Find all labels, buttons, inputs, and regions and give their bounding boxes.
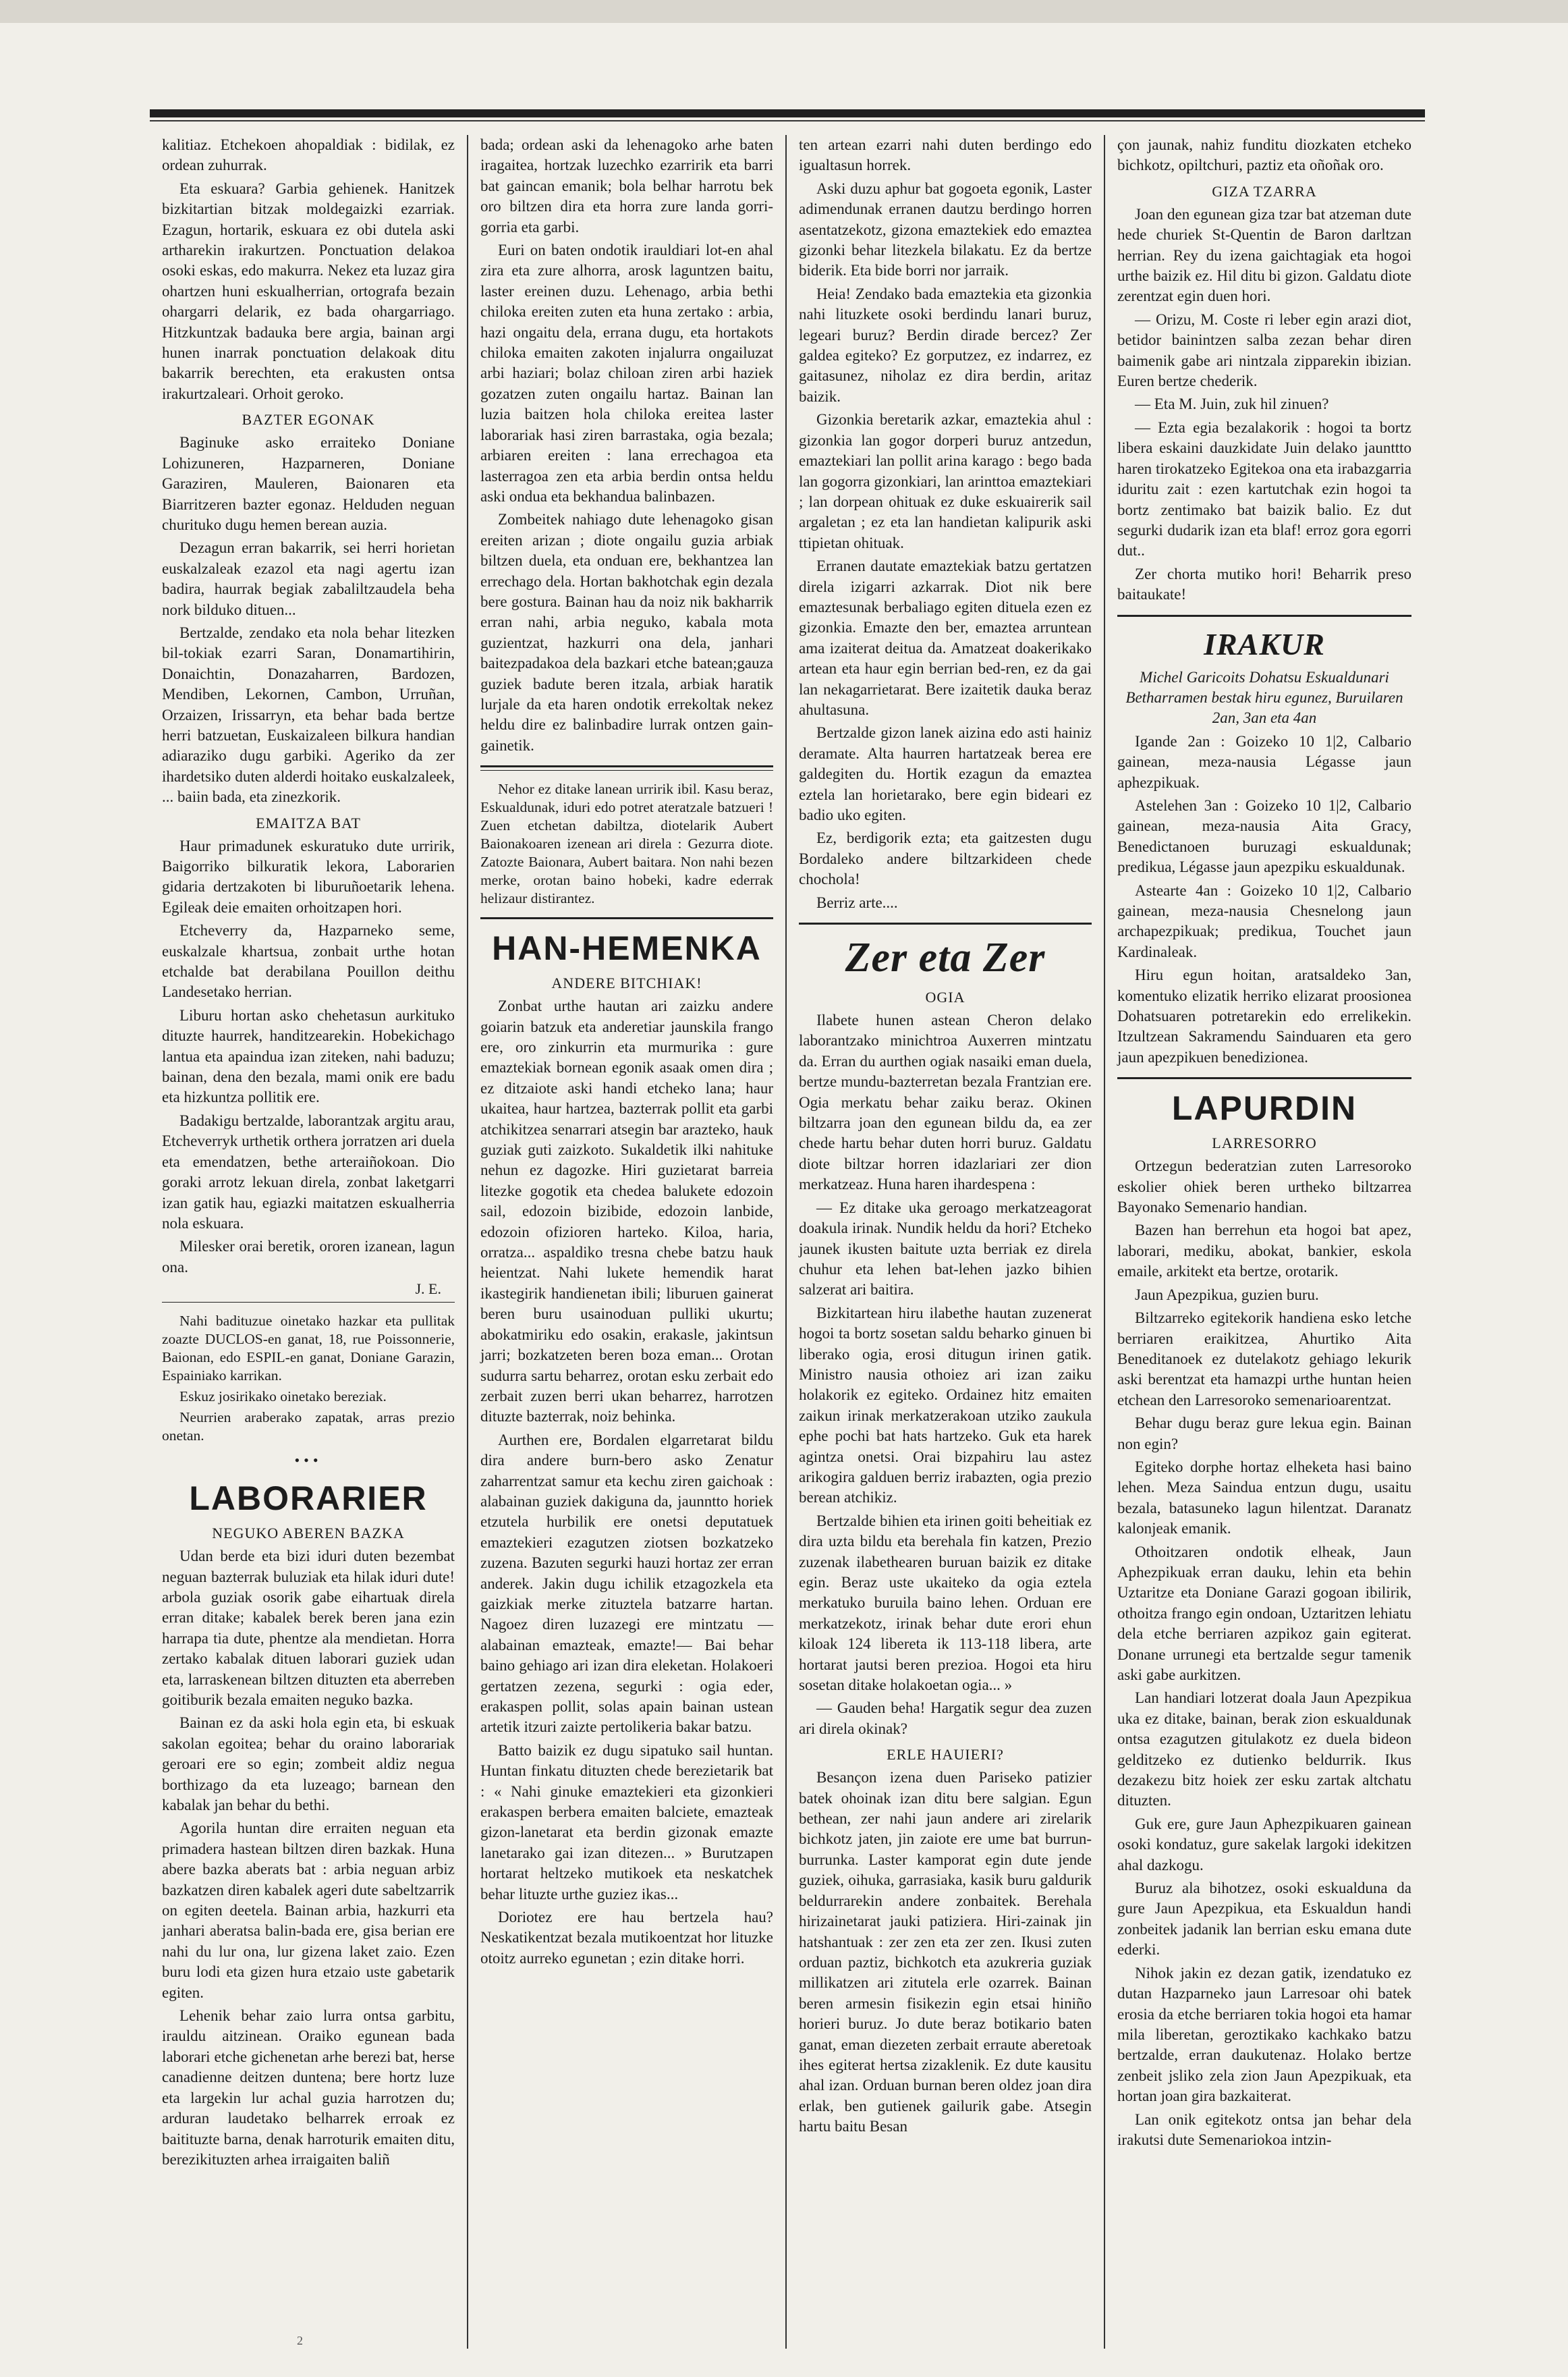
column-2: [468, 135, 787, 2349]
paragraph: Bertzalde gizon lanek aizina edo asti hainiz deramate. Alta haurren hartatzeak berea ere galdegiten du. Hortik ezagun da emaztea eztela lan horietarako, bere egin bideari ez badio uko egiten.: [799, 724, 1092, 823]
section-heading: GIZA TZARRA: [1212, 182, 1317, 200]
paragraph: Ez, berdigorik ezta; eta gaitzesten dugu Bordaleko andere biltzarkideen chede chochola!: [799, 829, 1092, 888]
paragraph: Lan handiari lotzerat doala Jaun Apezpikua uka ez ditake, bainan, berak zion eskualdunak ontsa ezagutzen gitulakotz ez duela bideon gelditzeko ez dutienko beldurrik. Ikus dezakezu bitz hoiek zer esku zartak altchatu dituzten.: [1117, 1689, 1411, 1809]
paragraph: Zonbat urthe hautan ari zaizku andere goiarin batzuk eta anderetiar jaunskila frango ere, oro zinkurrin eta murmurika : gure emaztekiak bornean egonik asaak omen dira ; ez ditzaiote aski handi etcheko lana; haur ukaitea, haur hartzea, bazterrak pollit eta garbi atchikitzea senarrari atsegin bar arazteko, hauk guziak guti zaizkoto. Sukaldetik ilki nahituke nehun ez dagozke. Hiri guzietarat barreia litezke gogotik eta chedea balukete edozoin sail, edozoin bizibide, edozoin lanbide, edozoin ofizioren harteko. Kiloa, haria, orratza... aspaldiko tresna chebe batzu hauk heientzat. Nahi lukete hemendik harat ikastegirik handienetan ibili; liburuen gainerat beren buru usainoduan pulliki ukurtu; abokatmiriku edo osakin, erakasle, jakintsun jarri; bozkatzeten beren boza eman... Orotan sudurra sartu beharrez, orotan esku zerbait edo zerbait zuzen berri ukan beharrez, harrotzen dituzte bazterrak, noiz behinka.: [480, 998, 773, 1425]
paragraph: Udan berde eta bizi iduri duten bezembat neguan bazterrak buluziak eta hilak iduri dute! arbola guziak osorik gabe eihartuak direla erran ditake; kabalek berek beren jana ezin harrapa tia dute, phentze ala mendietan. Horra zertako kabalak dituen laborari guziek udan eta, larraskenean biltzen dituzten eta aberreben goitiburik bezala emaiten neguko bazka.: [162, 1548, 455, 1708]
paragraph: Zer chorta mutiko hori! Beharrik preso baitaukate!: [1117, 565, 1411, 603]
paragraph: — Eta M. Juin, zuk hil zinuen?: [1135, 395, 1329, 413]
paragraph: Aurthen ere, Bordalen elgarretarat bildu dira andere burn-bero asko Zenatur zaharrentzat samur eta kechu ziren gaichoak : alabainan guziek dakiguna da, jaunntto horiek etzutela hurbilik ere onetsi deputatuek emaztekieri ezagutzen ziotsen bozkatzeko zuzena. Bazuten segurki hauzi hortaz zer erran anderek. Jakin dugu ichilik etzagozkela eta gaizkiak merke zituztela batzarre hartan. Nagoez diren luzazegi ere mintzatu — alabainan emazteak, emazte!— Bai behar baino gehiago ari izan dira eleketan. Holakoeri gertatzen zezena, segurki : ogia eder, erakaspen pollit, solas apain bainan ustean artetik itzuri zaizte pertolikeria bakar batzu.: [480, 1431, 773, 1736]
page-number: 2: [297, 2334, 303, 2347]
paragraph: Bertzalde, zendako eta nola behar litezken bil-tokiak ezarri Saran, Donamartihirin, Donaichtin, Donazaharren, Bardozen, Mendiben, Lekornen, Cambon, Urruñan, Orzaizen, Irissarryn, eta behar bada bertze herri batzuetan, Euskaizaleen bilkura handian adiaraziko dugu garbiki. Ageriko da zer ihardetsiko duten alderdi hoitako euskalzaleek, ... baiin bada, eta zinezkorik.: [162, 624, 455, 806]
paragraph: ten artean ezarri nahi duten berdingo edo igualtasun horrek.: [799, 136, 1092, 174]
divider: [480, 770, 773, 771]
paragraph: — Ez ditake uka geroago merkatzeagorat doakula irinak. Nundik heldu da hori? Etcheko jaunek ikusten baitute uzta berriak ez direla chuhur eta lehen bat-lehen jazko bihien salzerat ari baitira.: [799, 1199, 1092, 1299]
section-heading: BAZTER EGONAK: [242, 411, 375, 429]
section-heading: EMAITZA BAT: [256, 814, 361, 831]
page-top-edge: [0, 0, 1568, 23]
column-1: [150, 135, 468, 2349]
section-title: Zer eta Zer: [845, 935, 1046, 981]
paragraph: Eta eskuara? Garbia gehienek. Hanitzek bizkitartian bitzak moldegaizki ezarriak. Ezagun, hortarik, eskuara ez obi dutela aski artharekin irakurtzen. Ponctuation delakoa osoki eskas, edo makurra. Nekez eta luzaz gira ohartzen huni eskualherrian, ortografa bezain ohargarri delarik, ez bada ohargarriago. Hitzkuntzak badauka bere argia, bainan argi hunen inarrak ponctuation delakoak ditu bakarrik berechten, eta erakusten ontsa irakurtzaleari. Orhoit geroko.: [162, 180, 455, 402]
paragraph: Guk ere, gure Jaun Aphezpikuaren gainean osoki kondatuz, gure sakelak largoki idekitzen ahal dazkogu.: [1117, 1815, 1411, 1874]
paragraph: Othoitzaren ondotik elheak, Jaun Aphezpikuak erran dauku, lehin eta behin Uztaritze eta Doniane Garazi gogoan ibilirik, othoitza frango egin ondoan, Uztaritzen lehiatu dela etche berriaren azpikoz gain egiterat. Donane urrunegi eta bertzalde segur tamenik aski gabe aurkitzen.: [1117, 1543, 1411, 1683]
paragraph: Biltzarreko egitekorik handiena esko letche berriaren eraikitzea, Ahurtiko Aita Beneditanoek ez dutelakotz gehiago lekurik aski berentzat eta hamazpi urthe huntan heien etchean den Larresoroko semenarioarentzat.: [1117, 1309, 1411, 1409]
paragraph: Nihok jakin ez dezan gatik, izendatuko ez dutan Hazparneko jaun Larresoar ohi batek erosia da etche berriaren tokia hogoi eta hamar mila liberetan, geroztikako kachkako batzu bertzalde, erran daukutenaz. Holako bertze zenbeit jsliko zela zion Jaun Apezpikuak, eta hortan joan gira bazkaiterat.: [1117, 1964, 1411, 2105]
paragraph: — Gauden beha! Hargatik segur dea zuzen ari direla okinak?: [799, 1699, 1092, 1737]
divider: [480, 917, 773, 919]
paragraph: Aski duzu aphur bat gogoeta egonik, Laster adimendunak erranen dautzu berdingo horren asentatzekotz, gizona emaztekiek edo emaztea gizonki behar litezkela bilakatu. Ez da bertze biderik. Eta bide borri nor jarraik.: [799, 180, 1092, 279]
paragraph: Badakigu bertzalde, laborantzak argitu arau, Etcheverryk urthetik orthera jorratzen ari duela eta emendatzen, bethe arteraiñokoan. Dio goraki arrotz lekuan direla, zonbat laketgarri izan gatik hau, egiazki maitatzen eskualherria nola eskuara.: [162, 1112, 455, 1232]
paragraph: — Orizu, M. Coste ri leber egin arazi diot, betidor bainintzen salba zezan behar diren baimenik gabe ari nintzala zipparekin ibizian. Euren bertze chederik.: [1117, 310, 1411, 390]
paragraph: Bertzalde bihien eta irinen goiti beheitiak ez dira uzta bildu eta berehala fin katzen, Prezio zuzenak ilabethearen buruan baizik ez ditake egin. Beraz uste ukaiteko da ogia eztela merkatuko buruila baino lehen. Orduan ere merkatzekotz, irinak behar dute erori ehun kiloak 124 libereta ik 113-118 libera, arte hortarat jautsi beren prezioa. Hogoi eta hiru sosetan ditake holakoetan ogia... »: [799, 1512, 1092, 1694]
column-3: [787, 135, 1105, 2349]
paragraph: Bazen han berrehun eta hogoi bat apez, laborari, mediku, abokat, bankier, eskola emaile, arkitekt eta bertze, orotarik.: [1117, 1222, 1411, 1280]
paragraph: Erranen dautate emaztekiak batzu gertatzen direla izigarri azkarrak. Diot nik bere emaztesunak berbaliago egiten dituela ezen ez gizonkia. Emazte den ber, emaztea arruntean ama izaiterat deitua da. Amatzeat doakerikako artean eta haur egin berrian bed-ren, ez da gai lan nekagarrietarat. Bere izaitetik dauka beraz ahultasuna.: [799, 557, 1092, 718]
advertisement: Neurrien araberako zapatak, arras prezio onetan.: [162, 1409, 455, 1444]
paragraph: Heia! Zendako bada emaztekia eta gizonkia nahi lituzkete osoki berdindu lanari buruz, legeari buruz? Berdin dirade bercez? Zer galdea egiteko? Ez gorputzez, ez indarrez, ez gaitasunez, niholaz ez dira berdin, aritaz baizik.: [799, 285, 1092, 405]
signature: J. E.: [415, 1280, 441, 1298]
paragraph: Zombeitek nahiago dute lehenagoko gisan ereiten arizan ; diote ongailu guzia arbiak biltzen duela, eta onduan ere, bekhantzea lan errechago dela. Hortan bakhotchak egin dezala bere gostura. Bainan hau da noiz nik bakharrik erran nahi, arbia neguko, kabala mota guzientzat, hazkurri ona dela, janhari baitezpadakoa dela bazkari etche batean;gauza guziek badute beren itzala, arbiak haratik lurjale da eta haren ondotik errekoltak nekez heldu dire ez balinbadire lurrak ontzen gain-gainetik.: [480, 511, 773, 754]
divider: [1117, 1077, 1411, 1079]
advertisement: Eskuz josirikako oinetako bereziak.: [179, 1388, 387, 1405]
paragraph: Astearte 4an : Goizeko 10 1|2, Calbario gainean, meza-nausia Chesnelong jaun archapezpikuak; predikua, Touchet jaun Kardinaleak.: [1117, 881, 1411, 960]
section-title: LAPURDIN: [1171, 1089, 1357, 1128]
section-title: HAN-HEMENKA: [492, 929, 762, 968]
section-heading: NEGUKO ABEREN BAZKA: [212, 1525, 405, 1542]
paragraph: — Ezta egia bezalakorik : hogoi ta bortz libera eskaini dauzkidate Juin delako jaunttto haren tirokatzeko Egitekoa ona eta irabazgarria iduritu zait : ezen kartutchak ezin hogoi ta bortz zentimako bat baizik balio. Ez dut segurki dudarik izan eta blaf! erroz gora egorri dut..: [1117, 418, 1411, 559]
column-4: [1105, 135, 1424, 2349]
paragraph: Buruz ala bihotzez, osoki eskualduna da gure Jaun Apezpikua, eta Eskualdun handi zonbeitek jadanik lan berrian esku emana dute ederki.: [1117, 1880, 1411, 1959]
paragraph: Igande 2an : Goizeko 10 1|2, Calbario gainean, meza-nausia Légasse jaun aphezpikuak.: [1117, 732, 1411, 791]
section-heading: LARRESORRO: [1212, 1135, 1317, 1152]
section-heading: ERLE HAUIERI?: [887, 1746, 1004, 1764]
paragraph: Haur primadunek eskuratuko dute urririk, Baigorriko bilkuratik lekora, Laborarien gidaria dertzakoten bi liburuñoetarik lehena. Egileak deie emaiten orhoitzapen hori.: [162, 837, 455, 916]
paragraph: Euri on baten ondotik irauldiari lot-en ahal zira eta zure alhorra, arosk laguntzen baitu, laster ereinen duzu. Lehenago, arbia bethi chiloka ereiten zuten eta huna zertako : arbia, hazi ongaitu dela, errana dugu, eta hortakots chiloka emaiten zakoten injalurra ongailuzat arbi haziari; bolaz chiloan ziren arbi haziek gozatzen zuten ongailu hartaz. Bainan lan luzia baitzen hola chiloka ereitea laster laborariak hasi ziren barrastaka, ogia bezala; arbiaren ereiten : lana errechagoa eta lasterragoa zen eta arbia berdin ontsa heldu aski ondua eta bekhandua balinbazen.: [480, 242, 773, 505]
section-title: LABORARIER: [189, 1479, 428, 1518]
paragraph: Etcheverry da, Hazparneko seme, euskalzale khartsua, zonbait urthe hotan etchalde bat derabilana Pouillon deithu Landesetako herrian.: [162, 922, 455, 1001]
paragraph: Agorila huntan dire erraiten neguan eta primadera hastean biltzen diren bazkak. Huna abere bazka aberats bat : arbia neguan arbiz bazkatzen diren kabalek ageri dute sabeltzarrik on egiten deetela. Bainan arbia, hazkurri eta janhari aberatsa balin-bada ere, gisa berian ere nahi du lur ona, lur gizena laket zaio. Ezen buru lodi eta gizen hura etzaio uste gabetarik egiten.: [162, 1820, 455, 2001]
paragraph: Doriotez ere hau bertzela hau? Neskatikentzat bezala mutikoentzat hor lituzke otoitz aurreko egunetan ; ezin ditake horri.: [480, 1909, 773, 1967]
section-heading: OGIA: [925, 989, 965, 1006]
paragraph: Batto baizik ez dugu sipatuko sail huntan. Huntan finkatu dituzten chede berezietarik bat : « Nahi ginuke emaztekieri eta gizonkieri erakaspen berbera emaiten balciete, emazteak gizon-lanetarat eta berdin gizonak emazte lanetarako gai izan ditezen... » Burutzapen hortarat heltzeko mutikoek eta neskatchek behar lituzte urthe guziez ikas...: [480, 1741, 773, 1903]
paragraph: Astelehen 3an : Goizeko 10 1|2, Calbario gainean, meza-nausia Aita Gracy, Benedictanoen buruzagi eskualdunak; predikua, Légasse jaun apezpiku eskualdunak.: [1117, 796, 1411, 876]
paragraph: Lehenik behar zaio lurra ontsa garbitu, irauldu aitzinean. Oraiko egunean bada laborari etche gichenetan arhe berezi bat, herse canadienne deitzen duntena; bere hortz luze eta largekin lur achal guzia harrotzen du; arduran laudetako belharrek erroak ez baitituzte barna, denak harroturik emaiten ditu, berezikituzten arhea irraigaiten baliñ: [162, 2007, 455, 2168]
paragraph: Bizkitartean hiru ilabethe hautan zuzenerat hogoi ta bortz sosetan saldu beharko ginuen bi liberako ogia, erosi ditugun irinen gatik. Ministro nausia othoiez ari izan zaiku holakorik ez egiteko. Ordainez hitz emaiten zaikun irinak merkatzerakoan utziko zaukula ephe pochi bat hats hartzeko. Guk eta harek agintza onetsi. Orai bizpahiru lau astez arikogira galduen berriz irabazten, ogia prezio berean atchikiz.: [799, 1304, 1092, 1506]
section-heading: ANDERE BITCHIAK!: [551, 975, 702, 992]
paragraph: Dezagun erran bakarrik, sei herri horietan euskalzaleak ezazol eta nagi agertu izan badira, haurrak begiak zabaliltzaudela beha nork bilduko dituen...: [162, 539, 455, 618]
paragraph: Joan den egunean giza tzar bat atzeman dute hede churiek St-Quentin de Baron darltzan herrian. Rey du izena gaichtagiak eta hogoi urthe baizik ez. Hil ditu bi gizon. Galdatu diote zerentzat egin duen hori.: [1117, 205, 1411, 305]
paragraph: Liburu hortan asko chehetasun aurkituko dituzte haurrek, handitzearekin. Hobekichago lantua eta apaindua izan ziteken, nahi baduzu; bainan, dena den bezala, mami onik ere badu eta hizkuntza pollitik ere.: [162, 1006, 455, 1106]
paragraph: Besançon izena duen Pariseko patizier batek ohoinak izan ditu bere salgian. Egun bethean, zer nahi jaun andere ari zirelarik bichkotz jaten, jin zaiote ere ume bat burrun-burrunka. Laster kamporat egin dute jende guziek, oihuka, garrasiaka, kasik buru galdurik beldurrarekin andere zonbaitek. Berehala hirizainetarat jauki patiziera. Hiri-zainak jin hatshantuak : zer zen eta zer zen. Ikusi zuten orduan paztiz, bichkotch eta azukreria guziak millikatzen ari zitutela erle ozarrek. Bainan beren armesin fisikezin egin etsai hiniño horieri buruz. Jo dute beraz botikario baten ganat, eman diezeten zerbait erraute aberetoak ihes egiterat hertsa zizaklenik. Ez dute kausitu ahal izan. Orduan burnan beren oldez joan dira erlak, ben gutienek gailurik gabe. Atsegin hartu baitu Besan: [799, 1769, 1092, 2135]
header-rule: [150, 109, 1425, 117]
divider: [162, 1302, 455, 1303]
paragraph: Jaun Apezpikua, guzien buru.: [1135, 1286, 1319, 1303]
paragraph: Ortzegun bederatzian zuten Larresoroko eskolier ohiek beren urtheko biltzarrea Bayonako Semenario handian.: [1117, 1157, 1411, 1216]
paragraph: Egiteko dorphe hortaz elheketa hasi baino lehen. Meza Saindua entzun dugu, usaitu bezala, batasuneko lagun hilentzat. Daranatz kalonjeak emanik.: [1117, 1458, 1411, 1537]
paragraph: kalitiaz. Etchekoen ahopaldiak : bidilak, ez ordean zuhurrak.: [162, 136, 455, 174]
divider: [1117, 615, 1411, 617]
paragraph: çon jaunak, nahiz funditu diozkaten etcheko bichkotz, opiltchuri, paztiz eta oñoñak oro.: [1117, 136, 1411, 174]
paragraph: Ilabete hunen astean Cheron delako laborantzako minichtroa Auxerren mintzatu da. Erran du aurthen ogiak nasaiki eman duela, bertze mundu-bazterretan bezala Frantzian ere. Ogia merkatu behar zaiku beraz. Okinen biltzarra joan den egunean bildu da, ea zer chede hartu behar duten horri buruz. Galdatu diote biltzar horren idazlariari zer dion merkatzeaz. Huna haren ihardespena :: [799, 1012, 1092, 1193]
paragraph: bada; ordean aski da lehenagoko arhe baten iragaitea, hortzak luzechko ezarririk eta barri bat gaincan emanik; bola belhar harrotu bek oro biltzen dira eta horra zure landa gorri-gorria eta garbi.: [480, 136, 773, 236]
paragraph: Michel Garicoits Dohatsu Eskualdunari Betharramen bestak hiru egunez, Buruilaren 2an, 3an eta 4an: [1125, 668, 1403, 727]
paragraph: Bainan ez da aski hola egin eta, bi eskuak sakolan egoitea; behar du oraino laborariak geroari ere so egin; zombeit aldiz negua borthizago da eta luzeago; barnean den kabalak jan behar du bethi.: [162, 1714, 455, 1813]
paragraph: Lan onik egitekotz ontsa jan behar dela irakutsi dute Semenariokoa intzin-: [1117, 2110, 1411, 2148]
section-title: IRAKUR: [1204, 626, 1325, 661]
paragraph: Gizonkia beretarik azkar, emaztekia ahul : gizonkia lan gogor dorperi buruz antzedun, emaztekiari lan pollit arina karago : bego bada lan gogorra gizonkiari, lan arinttoa emaztekiari ; lan dorpean ohituak ez duke eskuairerik sail argaletan ; ez eta lan handietan kalipurik aski ttipietan ohituak.: [799, 411, 1092, 551]
advertisement: Nahi badituzue oinetako hazkar eta pullitak zoazte DUCLOS-en ganat, 18, rue Poissonnerie, Baionan, edo ESPIL-en ganat, Doniane Garazin, Espainiako karrikan.: [162, 1313, 455, 1384]
ornament: •••: [294, 1452, 323, 1469]
divider: [799, 923, 1092, 925]
paragraph: Behar dugu beraz gure lekua egin. Bainan non egin?: [1117, 1415, 1411, 1452]
paragraph: Berriz arte....: [816, 894, 898, 911]
paragraph: Hiru egun hoitan, aratsaldeko 3an, komentuko elizatik herriko elizarat proosionea Dohatsuaren potretarekin edo errelikekin. Itzultzean Sakramendu Sainduaren eta gero jaun apezpikuen benedizionea.: [1117, 966, 1411, 1066]
paragraph: Milesker orai beretik, ororen izanean, lagun ona.: [162, 1238, 455, 1276]
columns: [150, 135, 1425, 2349]
advertisement: Nehor ez ditake lanean urririk ibil. Kasu beraz, Eskualdunak, iduri edo potret ateratzale batzueri ! Zuen etchetan dabiltza, diotelarik Aubert Baionakoaren izenean ari direla : Gezurra diote. Zatozte Baionara, Aubert baitara. Non nahi bezen merke, orotan baino hobeki, kadre ederrak helizaur distirantez.: [480, 781, 773, 907]
divider: [480, 765, 773, 767]
paragraph: Baginuke asko erraiteko Doniane Lohizuneren, Hazparneren, Doniane Garaziren, Mauleren, Baionaren eta Biarritzeren bazter egonaz. Helduden neguan churituko dugu hemen berean auzia.: [162, 434, 455, 533]
header-rule-thin: [150, 120, 1425, 121]
